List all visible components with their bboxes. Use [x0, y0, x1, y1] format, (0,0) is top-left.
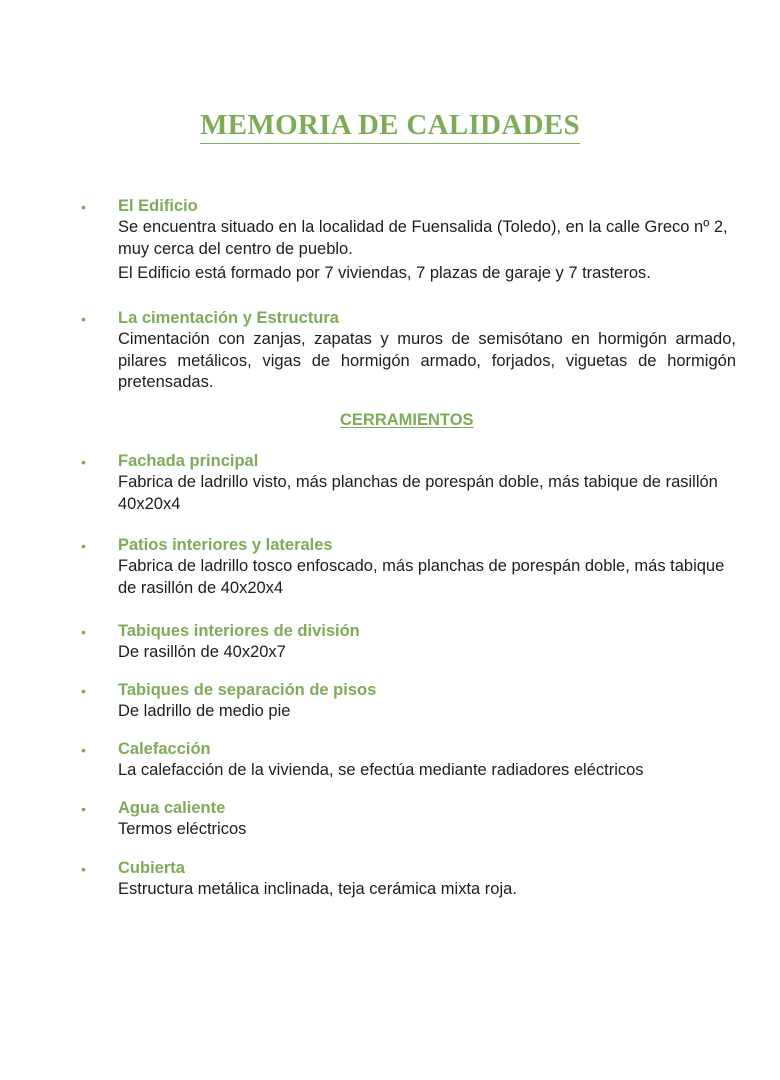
- list-item-cubierta: [81, 857, 736, 901]
- item-text: De rasillón de 40x20x7: [118, 643, 286, 661]
- list-item-edificio: [81, 195, 736, 285]
- item-label: Tabiques de separación de pisos: [118, 681, 377, 699]
- item-text: Termos eléctricos: [118, 820, 247, 838]
- bullet-icon: •: [81, 199, 86, 215]
- item-label: Tabiques interiores de división: [118, 622, 360, 640]
- item-label: La cimentación y Estructura: [118, 309, 339, 327]
- item-label: Calefacción: [118, 740, 211, 758]
- list-item-tabiques-separacion: [81, 679, 736, 723]
- bullet-icon: •: [81, 454, 86, 470]
- bullet-icon: •: [81, 861, 86, 877]
- item-text: Se encuentra situado en la localidad de Fuensalida (Toledo), en la calle Greco nº 2, muy cerca del centro de pueblo.: [118, 218, 728, 258]
- item-text: Cimentación con zanjas, zapatas y muros de semisótano en hormigón armado, pilares metálicos, vigas de hormigón armado, forjados, viguetas de hormigón pretensadas.: [118, 330, 736, 391]
- list-item-patios: [81, 534, 736, 599]
- list-item-agua-caliente: [81, 797, 736, 841]
- page-title: [0, 108, 780, 144]
- item-text: La calefacción de la vivienda, se efectúa mediante radiadores eléctricos: [118, 761, 644, 779]
- item-text: El Edificio está formado por 7 viviendas, 7 plazas de garaje y 7 trasteros.: [118, 264, 651, 282]
- section-heading-cerramientos: CERRAMIENTOS: [340, 411, 474, 429]
- list-item-tabiques-interiores: [81, 620, 736, 664]
- item-text: Fabrica de ladrillo visto, más planchas de porespán doble, más tabique de rasillón 40x20x4: [118, 473, 718, 513]
- item-text: Fabrica de ladrillo tosco enfoscado, más planchas de porespán doble, más tabique de rasillón de 40x20x4: [118, 557, 725, 597]
- bullet-icon: •: [81, 801, 86, 817]
- item-label: El Edificio: [118, 197, 198, 215]
- item-text: Estructura metálica inclinada, teja cerámica mixta roja.: [118, 880, 517, 898]
- page-title-text: MEMORIA DE CALIDADES: [200, 108, 580, 144]
- bullet-icon: •: [81, 538, 86, 554]
- bullet-icon: •: [81, 311, 86, 327]
- item-text: De ladrillo de medio pie: [118, 702, 291, 720]
- item-label: Fachada principal: [118, 452, 259, 470]
- list-item-fachada: [81, 450, 736, 515]
- item-label: Cubierta: [118, 859, 185, 877]
- list-item-cimentacion: [81, 307, 736, 394]
- bullet-icon: •: [81, 742, 86, 758]
- list-item-calefaccion: [81, 738, 736, 782]
- bullet-icon: •: [81, 683, 86, 699]
- item-label: Patios interiores y laterales: [118, 536, 333, 554]
- bullet-icon: •: [81, 624, 86, 640]
- item-label: Agua caliente: [118, 799, 226, 817]
